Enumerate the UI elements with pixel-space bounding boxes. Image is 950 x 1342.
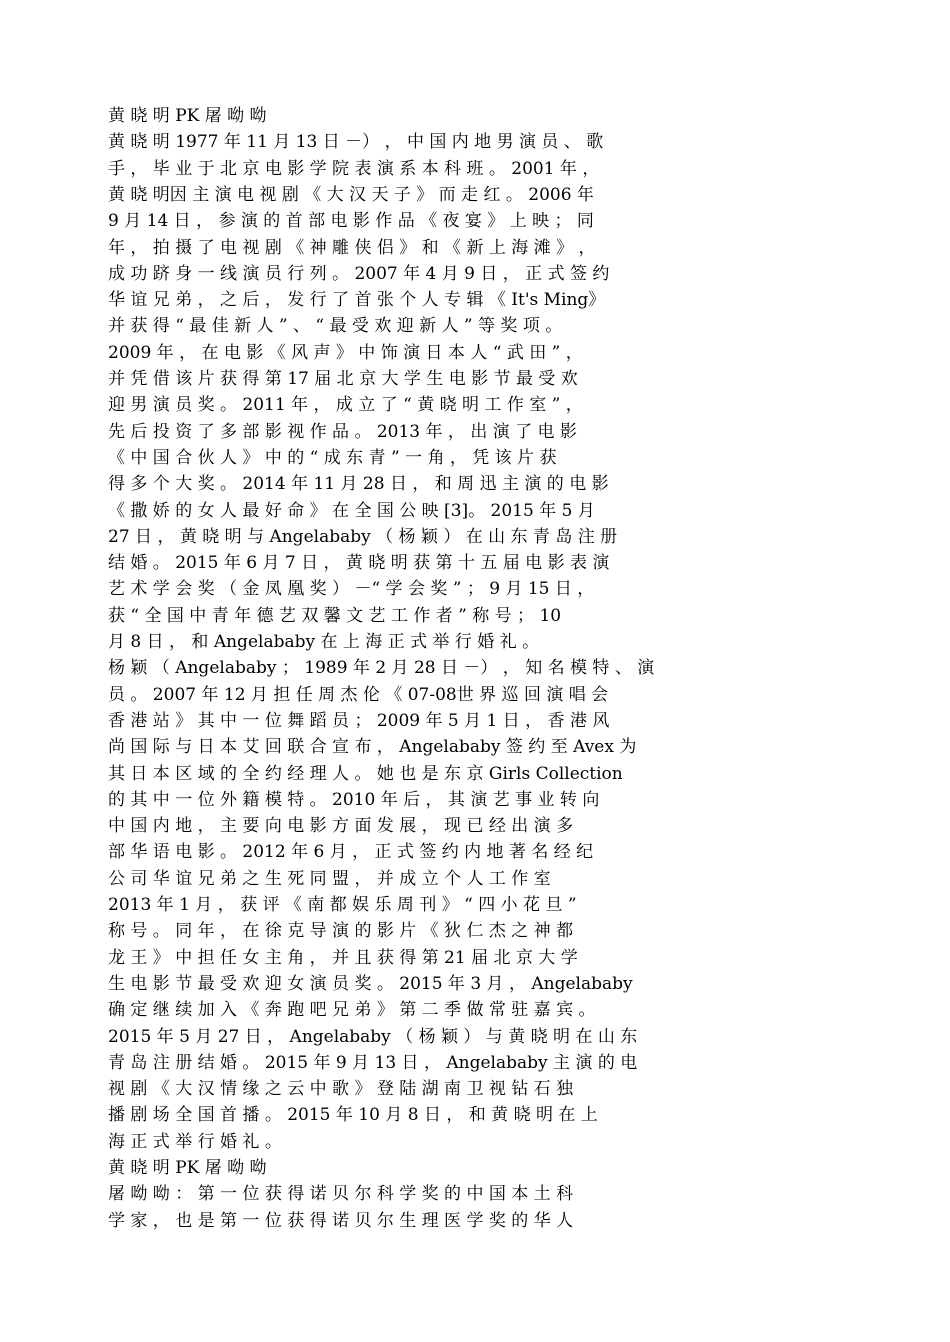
text-line: 中 国 内 地 ， 主 要 向 电 影 方 面 发 展 ， 现 已 经 出 演 多 xyxy=(108,816,574,837)
text-line: 获 “ 全 国 中 青 年 德 艺 双 馨 文 艺 工 作 者 ” 称 号 ； 10 xyxy=(108,605,562,626)
text-line: 视 剧 《 大 汉 情 缘 之 云 中 歌 》 登 陆 湖 南 卫 视 钻 石 独 xyxy=(108,1079,574,1100)
text-line: 学 家 ， 也 是 第 一 位 获 得 诺 贝 尔 生 理 医 学 奖 的 华 人 xyxy=(108,1210,574,1231)
text-line: 称 号 。 同 年 ， 在 徐 克 导 演 的 影 片 《 狄 仁 杰 之 神 都 xyxy=(108,921,574,942)
text-line: 确 定 继 续 加 入 《 奔 跑 吧 兄 弟 》 第 二 季 做 常 驻 嘉 宾 。 xyxy=(108,1000,596,1021)
text-line: 《 中 国 合 伙 人 》 中 的 “ 成 东 青 ” 一 角 ， 凭 该 片 获 xyxy=(108,447,557,468)
text-line: 先 后 投 资 了 多 部 影 视 作 品 。 2013 年 ， 出 演 了 电 影 xyxy=(108,421,577,442)
text-line: 《 撒 娇 的 女 人 最 好 命 》 在 全 国 公 映 [3]。 2015 年 5 月 xyxy=(108,500,595,521)
text-line: 成 功 跻 身 一 线 演 员 行 列 。 2007 年 4 月 9 日 ， 正 式 签 约 xyxy=(108,263,610,284)
text-line: 华 谊 兄 弟 ， 之 后 ， 发 行 了 首 张 个 人 专 辑 《 It's Ming》 xyxy=(108,290,606,311)
text-line: 黄 晓 明因 主 演 电 视 剧 《 大 汉 天 子 》 而 走 红 。 2006 年 xyxy=(108,184,594,205)
text-line: 香 港 站 》 其 中 一 位 舞 蹈 员 ； 2009 年 5 月 1 日 ， 香 港 风 xyxy=(108,710,610,731)
text-line: 生 电 影 节 最 受 欢 迎 女 演 员 奖 。 2015 年 3 月 ， Angelababy xyxy=(108,973,633,994)
text-line: 得 多 个 大 奖 。 2014 年 11 月 28 日 ， 和 周 迅 主 演 的 电 影 xyxy=(108,474,609,495)
text-line: 播 剧 场 全 国 首 播 。 2015 年 10 月 8 日 ， 和 黄 晓 明 在 上 xyxy=(108,1105,598,1126)
text-line: 员 。 2007 年 12 月 担 任 周 杰 伦 《 07-08世 界 巡 回 演 唱 会 xyxy=(108,684,609,705)
text-line: 2013 年 1 月 ， 获 评 《 南 都 娱 乐 周 刊 》 “ 四 小 花 旦 ” xyxy=(108,895,577,915)
text-line: 黄 晓 明 1977 年 11 月 13 日 －） ， 中 国 内 地 男 演 员 、 歌 xyxy=(108,132,604,153)
text-line: 部 华 语 电 影 。 2012 年 6 月 ， 正 式 签 约 内 地 著 名 经 纪 xyxy=(108,842,594,863)
text-line: 9 月 14 日 ， 参 演 的 首 部 电 影 作 品 《 夜 宴 》 上 映 ； 同 xyxy=(108,211,594,232)
text-line: 2009 年 ， 在 电 影 《 风 声 》 中 饰 演 日 本 人 “ 武 田 ” ， xyxy=(108,342,583,363)
text-line: 月 8 日 ， 和 Angelababy 在 上 海 正 式 举 行 婚 礼 。 xyxy=(108,632,540,652)
text-line: 其 日 本 区 域 的 全 约 经 理 人 。 她 也 是 东 京 Girls Collection xyxy=(108,763,623,784)
text-line: 公 司 华 谊 兄 弟 之 生 死 同 盟 ， 并 成 立 个 人 工 作 室 xyxy=(108,868,551,889)
text-line: 迎 男 演 员 奖 。 2011 年 ， 成 立 了 “ 黄 晓 明 工 作 室 ” ， xyxy=(108,395,583,416)
text-line: 年 ， 拍 摄 了 电 视 剧 《 神 雕 侠 侣 》 和 《 新 上 海 滩 》 ， xyxy=(108,237,596,258)
text-line: 海 正 式 举 行 婚 礼 。 xyxy=(108,1131,282,1152)
text-line: 27 日 ， 黄 晓 明 与 Angelababy （ 杨 颖 ） 在 山 东 青 岛 注 册 xyxy=(108,526,618,547)
text-line: 杨 颖 （ Angelababy ； 1989 年 2 月 28 日 －） ， 知 名 模 特 、 演 xyxy=(108,658,655,679)
text-line: 并 获 得 “ 最 佳 新 人 ” 、 “ 最 受 欢 迎 新 人 ” 等 奖 项 。 xyxy=(108,316,563,337)
text-line: 屠 呦 呦 ： 第 一 位 获 得 诺 贝 尔 科 学 奖 的 中 国 本 土 科 xyxy=(108,1184,574,1205)
text-line: 黄 晓 明 PK 屠 呦 呦 xyxy=(108,1158,267,1178)
text-line: 并 凭 借 该 片 获 得 第 17 届 北 京 大 学 生 电 影 节 最 受 欢 xyxy=(108,369,578,389)
text-line: 黄 晓 明 PK 屠 呦 呦 xyxy=(108,106,267,126)
text-line: 尚 国 际 与 日 本 艾 回 联 合 宣 布 ， Angelababy 签 约 至 Avex 为 xyxy=(108,737,637,758)
text-line: 结 婚 。 2015 年 6 月 7 日 ， 黄 晓 明 获 第 十 五 届 电 影 表 演 xyxy=(108,553,610,574)
text-line: 艺 术 学 会 奖 （ 金 凤 凰 奖 ） －“ 学 会 奖 ” ； 9 月 15 日 ， xyxy=(108,579,595,600)
text-line: 龙 王 》 中 担 任 女 主 角 ， 并 且 获 得 第 21 届 北 京 大 学 xyxy=(108,947,578,968)
text-line: 青 岛 注 册 结 婚 。 2015 年 9 月 13 日 ， Angelababy 主 演 的 电 xyxy=(108,1052,638,1073)
text-line: 2015 年 5 月 27 日 ， Angelababy （ 杨 颖 ） 与 黄 晓 明 在 山 东 xyxy=(108,1026,638,1047)
text-line: 手 ， 毕 业 于 北 京 电 影 学 院 表 演 系 本 科 班 。 2001 年 ， xyxy=(108,158,600,179)
text-line: 的 其 中 一 位 外 籍 模 特 。 2010 年 后 ， 其 演 艺 事 业 转 向 xyxy=(108,789,600,810)
